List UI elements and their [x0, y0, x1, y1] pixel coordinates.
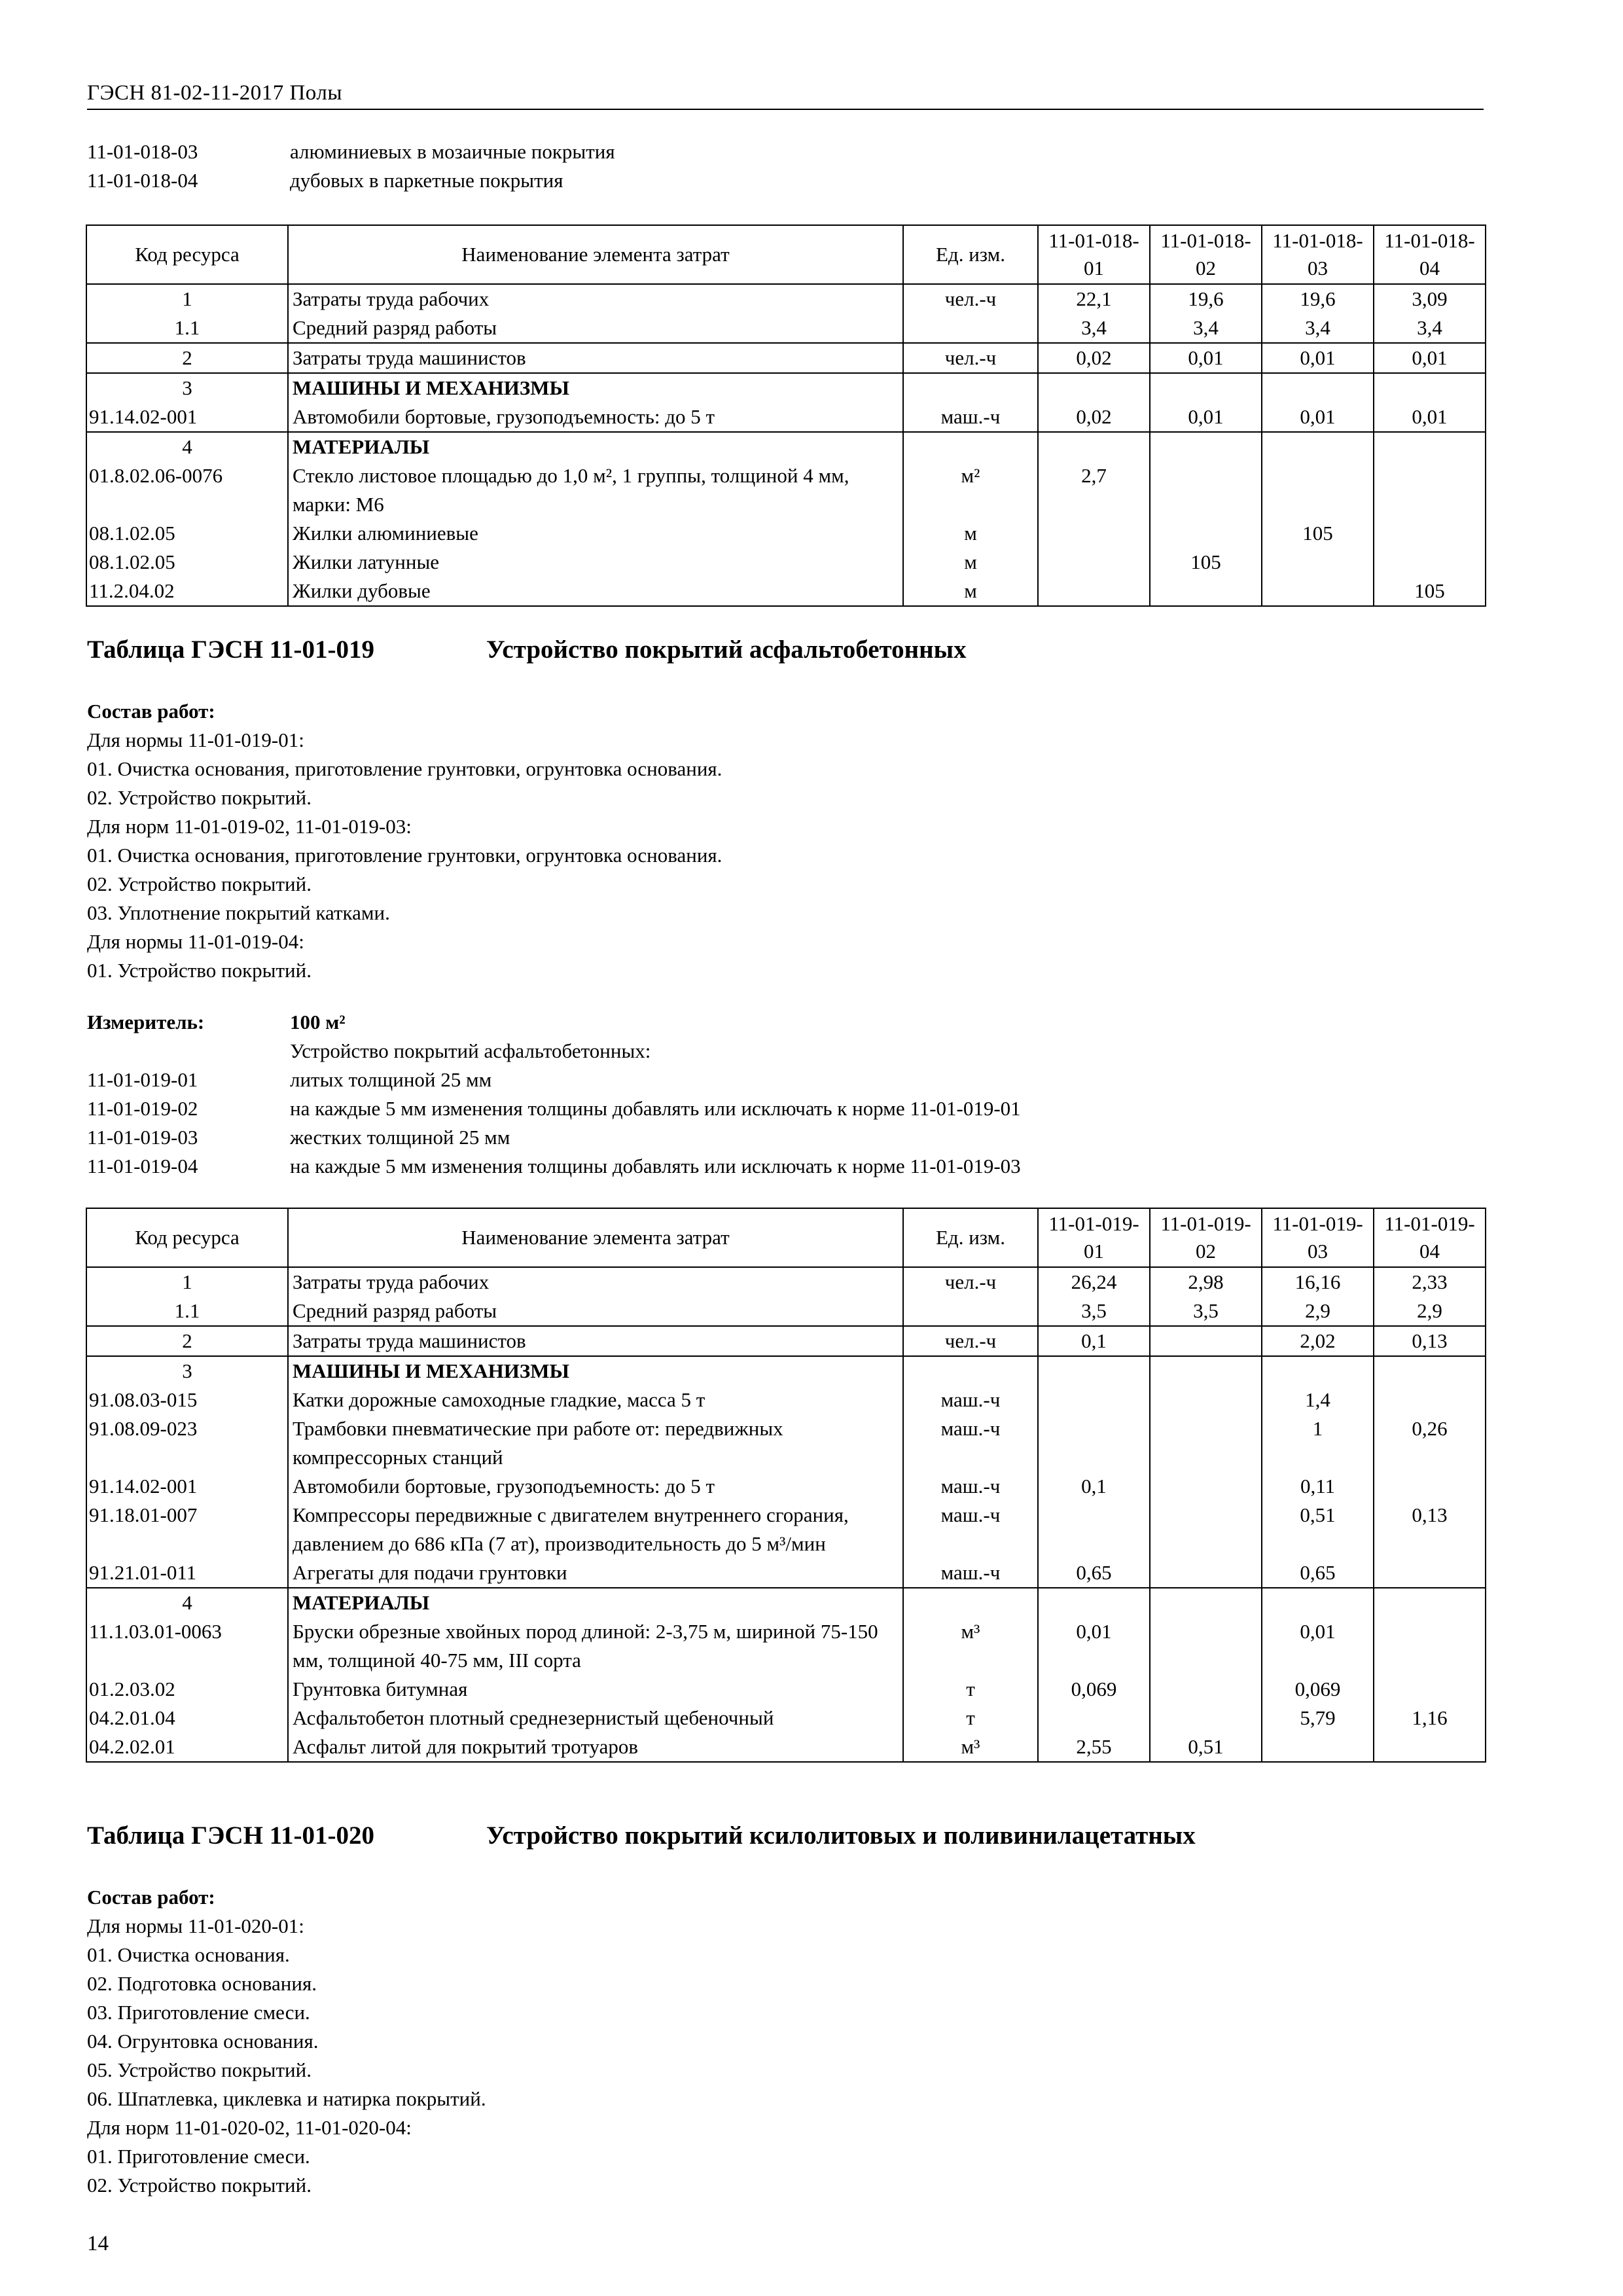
cell-unit: маш.-ч — [903, 1414, 1038, 1472]
works-label: Состав работ: — [87, 700, 215, 723]
norm-line — [87, 137, 1484, 166]
col-header-code: Код ресурса — [86, 1208, 288, 1267]
norm-text: литых толщиной 25 мм — [290, 1068, 492, 1091]
cell-value — [1262, 548, 1374, 577]
cell-value: 3,4 — [1262, 314, 1374, 343]
cell-unit: чел.-ч — [903, 1267, 1038, 1297]
work-item: 01. Очистка основания, приготовление грунтовки, огрунтовка основания. — [87, 844, 722, 867]
cell-code: 4 — [86, 432, 288, 461]
table-body — [86, 1267, 1486, 1762]
table-row — [86, 1414, 1486, 1472]
cell-unit — [903, 373, 1038, 403]
cell-name: Автомобили бортовые, грузоподъемность: до 5 т — [288, 1472, 903, 1501]
cell-value — [1150, 1558, 1262, 1588]
col-header-norm: 11-01-018-02 — [1150, 225, 1262, 284]
cell-unit: чел.-ч — [903, 1326, 1038, 1356]
table-row — [86, 1386, 1486, 1414]
cell-value — [1262, 1732, 1374, 1762]
norm-line — [87, 166, 1484, 195]
table-header-row — [86, 225, 1486, 284]
cell-value — [1150, 577, 1262, 606]
works-list — [87, 726, 1484, 985]
col-header-norm: 11-01-019-02 — [1150, 1208, 1262, 1267]
cell-value: 19,6 — [1262, 284, 1374, 314]
table-row — [86, 1558, 1486, 1588]
norm-line — [87, 1066, 1484, 1094]
table-row — [86, 1326, 1486, 1356]
cell-value: 0,01 — [1262, 343, 1374, 373]
cell-value — [1374, 548, 1486, 577]
cell-code: 01.2.03.02 — [86, 1675, 288, 1704]
cell-value — [1374, 1386, 1486, 1414]
measure-desc-line — [87, 1037, 1484, 1066]
cell-value: 0,51 — [1262, 1501, 1374, 1558]
cell-code: 2 — [86, 343, 288, 373]
cell-value — [1150, 1617, 1262, 1675]
cell-code: 91.21.01-011 — [86, 1558, 288, 1588]
cell-name: Затраты труда рабочих — [288, 284, 903, 314]
table-row — [86, 314, 1486, 343]
cell-value: 3,4 — [1038, 314, 1150, 343]
cell-name: Катки дорожные самоходные гладкие, масса 5 т — [288, 1386, 903, 1414]
cell-code: 11.1.03.01-0063 — [86, 1617, 288, 1675]
table-row — [86, 1617, 1486, 1675]
cell-value — [1150, 1386, 1262, 1414]
cell-unit: маш.-ч — [903, 1386, 1038, 1414]
col-header-norm: 11-01-018-04 — [1374, 225, 1486, 284]
cell-code: 2 — [86, 1326, 288, 1356]
cell-unit — [903, 314, 1038, 343]
work-item: Для нормы 11-01-020-01: — [87, 1914, 304, 1937]
norm-line — [87, 1094, 1484, 1123]
cell-value — [1038, 432, 1150, 461]
table-row — [86, 373, 1486, 403]
table-row — [86, 403, 1486, 432]
cell-code: 1 — [86, 1267, 288, 1297]
cell-value — [1374, 373, 1486, 403]
cell-value: 2,9 — [1262, 1297, 1374, 1326]
cell-value: 2,7 — [1038, 461, 1150, 519]
norm-list — [87, 1066, 1484, 1181]
works-label: Состав работ: — [87, 1886, 215, 1909]
cell-value — [1374, 1617, 1486, 1675]
cell-unit: м — [903, 577, 1038, 606]
cell-value: 105 — [1374, 577, 1486, 606]
cell-value — [1150, 1501, 1262, 1558]
work-item: 01. Приготовление смеси. — [87, 2145, 310, 2168]
table-title-020 — [87, 1818, 1484, 1854]
norm-line — [87, 1152, 1484, 1181]
cell-value: 2,9 — [1374, 1297, 1486, 1326]
cell-value: 3,4 — [1150, 314, 1262, 343]
cell-unit: м³ — [903, 1732, 1038, 1762]
cell-code: 08.1.02.05 — [86, 548, 288, 577]
cell-value: 0,13 — [1374, 1501, 1486, 1558]
cell-code: 11.2.04.02 — [86, 577, 288, 606]
cell-name: Средний разряд работы — [288, 1297, 903, 1326]
table-row — [86, 284, 1486, 314]
work-item: 03. Приготовление смеси. — [87, 2001, 310, 2024]
work-item: 03. Уплотнение покрытий катками. — [87, 901, 390, 924]
cell-value — [1374, 1675, 1486, 1704]
cell-value: 19,6 — [1150, 284, 1262, 314]
cell-value — [1150, 373, 1262, 403]
norm-line — [87, 1123, 1484, 1152]
cell-code: 91.08.03-015 — [86, 1386, 288, 1414]
cell-name: Жилки дубовые — [288, 577, 903, 606]
table-header-row — [86, 1208, 1486, 1267]
cell-name: Трамбовки пневматические при работе от: передвижных компрессорных станций — [288, 1414, 903, 1472]
intro-norm-list — [87, 137, 1484, 195]
cell-value — [1262, 373, 1374, 403]
table-row — [86, 461, 1486, 519]
cell-name: Компрессоры передвижные с двигателем внутреннего сгорания, давлением до 686 кПа (7 ат), производительность до 5 м³/мин — [288, 1501, 903, 1558]
cell-value — [1038, 1356, 1150, 1386]
cell-value — [1038, 519, 1150, 548]
running-header: ГЭСН 81-02-11-2017 Полы — [87, 77, 1484, 110]
cell-value — [1374, 432, 1486, 461]
cell-name: Стекло листовое площадью до 1,0 м², 1 группы, толщиной 4 мм, марки: М6 — [288, 461, 903, 519]
cell-value: 0,02 — [1038, 403, 1150, 432]
work-item: Для нормы 11-01-019-04: — [87, 930, 304, 953]
cell-value: 105 — [1262, 519, 1374, 548]
works-list — [87, 1912, 1484, 2200]
cell-unit: маш.-ч — [903, 403, 1038, 432]
cell-unit: м³ — [903, 1617, 1038, 1675]
col-header-norm: 11-01-018-01 — [1038, 225, 1150, 284]
table-row — [86, 519, 1486, 548]
work-item: 01. Очистка основания, приготовление грунтовки, огрунтовка основания. — [87, 757, 722, 780]
cell-value — [1038, 1704, 1150, 1732]
resource-table-018 — [86, 224, 1486, 607]
cell-value — [1038, 1386, 1150, 1414]
table-row — [86, 548, 1486, 577]
cell-value — [1038, 1501, 1150, 1558]
table-row — [86, 1356, 1486, 1386]
cell-value — [1150, 461, 1262, 519]
cell-value: 0,01 — [1262, 1617, 1374, 1675]
cell-value: 0,13 — [1374, 1326, 1486, 1356]
page-number: 14 — [87, 2232, 109, 2255]
col-header-norm: 11-01-018-03 — [1262, 225, 1374, 284]
cell-value — [1150, 1356, 1262, 1386]
col-header-name: Наименование элемента затрат — [288, 225, 903, 284]
table-row — [86, 343, 1486, 373]
measure-block-019 — [87, 1008, 1484, 1181]
cell-value: 1,4 — [1262, 1386, 1374, 1414]
cell-value — [1150, 1472, 1262, 1501]
cell-value — [1150, 1588, 1262, 1617]
cell-value — [1150, 1326, 1262, 1356]
cell-value: 0,11 — [1262, 1472, 1374, 1501]
norm-text: на каждые 5 мм изменения толщины добавлять или исключать к норме 11-01-019-03 — [290, 1155, 1021, 1177]
cell-name: Асфальтобетон плотный среднезернистый щебеночный — [288, 1704, 903, 1732]
work-item: 05. Устройство покрытий. — [87, 2058, 312, 2081]
cell-code: 91.18.01-007 — [86, 1501, 288, 1558]
col-header-code: Код ресурса — [86, 225, 288, 284]
cell-name: Затраты труда машинистов — [288, 343, 903, 373]
cell-value — [1374, 1588, 1486, 1617]
table-row — [86, 432, 1486, 461]
cell-value: 2,98 — [1150, 1267, 1262, 1297]
cell-value: 22,1 — [1038, 284, 1150, 314]
cell-value — [1038, 548, 1150, 577]
cell-value — [1038, 577, 1150, 606]
measure-label: Измеритель: — [87, 1011, 205, 1033]
work-item: 02. Подготовка основания. — [87, 1972, 317, 1995]
measure-desc: Устройство покрытий асфальтобетонных: — [290, 1039, 651, 1062]
norm-text: дубовых в паркетные покрытия — [290, 169, 563, 192]
norm-code: 11-01-019-03 — [87, 1126, 198, 1149]
cell-unit: м — [903, 548, 1038, 577]
cell-unit: чел.-ч — [903, 343, 1038, 373]
cell-unit — [903, 432, 1038, 461]
cell-unit: маш.-ч — [903, 1472, 1038, 1501]
cell-name: Жилки алюминиевые — [288, 519, 903, 548]
cell-value: 0,1 — [1038, 1472, 1150, 1501]
cell-value: 0,02 — [1038, 343, 1150, 373]
work-item: 01. Устройство покрытий. — [87, 959, 312, 982]
cell-value — [1262, 432, 1374, 461]
norm-code: 11-01-019-02 — [87, 1097, 198, 1120]
cell-value — [1262, 1588, 1374, 1617]
cell-value — [1038, 373, 1150, 403]
norm-code: 11-01-018-04 — [87, 169, 198, 192]
cell-code: 91.14.02-001 — [86, 403, 288, 432]
cell-value — [1374, 1558, 1486, 1588]
work-item: Для норм 11-01-019-02, 11-01-019-03: — [87, 815, 412, 838]
cell-unit: т — [903, 1675, 1038, 1704]
cell-name: Средний разряд работы — [288, 314, 903, 343]
cell-name: Жилки латунные — [288, 548, 903, 577]
col-header-name: Наименование элемента затрат — [288, 1208, 903, 1267]
cell-code: 1.1 — [86, 314, 288, 343]
cell-unit: маш.-ч — [903, 1501, 1038, 1558]
work-item: 06. Шпатлевка, циклевка и натирка покрытий. — [87, 2087, 486, 2110]
cell-code: 1 — [86, 284, 288, 314]
cell-value — [1374, 461, 1486, 519]
norm-code: 11-01-019-01 — [87, 1068, 198, 1091]
cell-value: 0,26 — [1374, 1414, 1486, 1472]
cell-value — [1150, 1704, 1262, 1732]
cell-value: 0,01 — [1262, 403, 1374, 432]
cell-value: 0,01 — [1374, 403, 1486, 432]
cell-value: 3,09 — [1374, 284, 1486, 314]
cell-value — [1374, 1356, 1486, 1386]
table-body — [86, 284, 1486, 606]
cell-unit: м² — [903, 461, 1038, 519]
col-header-norm: 11-01-019-01 — [1038, 1208, 1150, 1267]
cell-code: 3 — [86, 373, 288, 403]
cell-unit: чел.-ч — [903, 284, 1038, 314]
norm-code: 11-01-018-03 — [87, 140, 198, 163]
cell-code: 91.14.02-001 — [86, 1472, 288, 1501]
work-composition-020 — [87, 1883, 1484, 2200]
cell-unit: маш.-ч — [903, 1558, 1038, 1588]
cell-value: 16,16 — [1262, 1267, 1374, 1297]
cell-value: 0,069 — [1038, 1675, 1150, 1704]
cell-value — [1038, 1588, 1150, 1617]
norm-text: на каждые 5 мм изменения толщины добавлять или исключать к норме 11-01-019-01 — [290, 1097, 1021, 1120]
cell-value: 0,069 — [1262, 1675, 1374, 1704]
cell-value — [1150, 519, 1262, 548]
cell-name: МАШИНЫ И МЕХАНИЗМЫ — [288, 1356, 903, 1386]
work-item: 02. Устройство покрытий. — [87, 872, 312, 895]
work-item: 04. Огрунтовка основания. — [87, 2030, 319, 2053]
cell-unit: м — [903, 519, 1038, 548]
table-row — [86, 1501, 1486, 1558]
work-item: 02. Устройство покрытий. — [87, 2174, 312, 2197]
work-item: 01. Очистка основания. — [87, 1943, 290, 1966]
cell-value: 0,01 — [1150, 403, 1262, 432]
table-name: Устройство покрытий асфальтобетонных — [486, 636, 967, 664]
cell-value: 105 — [1150, 548, 1262, 577]
cell-value: 0,65 — [1038, 1558, 1150, 1588]
cell-name: МАТЕРИАЛЫ — [288, 432, 903, 461]
work-item: Для норм 11-01-020-02, 11-01-020-04: — [87, 2116, 412, 2139]
cell-value: 0,1 — [1038, 1326, 1150, 1356]
col-header-unit: Ед. изм. — [903, 1208, 1038, 1267]
measure-line — [87, 1008, 1484, 1037]
col-header-norm: 11-01-019-04 — [1374, 1208, 1486, 1267]
work-item: 02. Устройство покрытий. — [87, 786, 312, 809]
cell-name: Затраты труда машинистов — [288, 1326, 903, 1356]
cell-code: 08.1.02.05 — [86, 519, 288, 548]
cell-value — [1374, 519, 1486, 548]
cell-value: 0,01 — [1038, 1617, 1150, 1675]
table-row — [86, 1675, 1486, 1704]
cell-value: 5,79 — [1262, 1704, 1374, 1732]
table-number: Таблица ГЭСН 11-01-020 — [87, 1821, 374, 1850]
cell-name: Агрегаты для подачи грунтовки — [288, 1558, 903, 1588]
table-name: Устройство покрытий ксилолитовых и поливинилацетатных — [486, 1821, 1196, 1850]
cell-unit: т — [903, 1704, 1038, 1732]
cell-code: 3 — [86, 1356, 288, 1386]
col-header-unit: Ед. изм. — [903, 225, 1038, 284]
cell-unit — [903, 1297, 1038, 1326]
table-row — [86, 1732, 1486, 1762]
cell-value: 1 — [1262, 1414, 1374, 1472]
cell-code: 91.08.09-023 — [86, 1414, 288, 1472]
cell-value: 3,4 — [1374, 314, 1486, 343]
cell-code: 01.8.02.06-0076 — [86, 461, 288, 519]
measure-value: 100 м² — [290, 1011, 346, 1033]
cell-name: Грунтовка битумная — [288, 1675, 903, 1704]
norm-code: 11-01-019-04 — [87, 1155, 198, 1177]
table-number: Таблица ГЭСН 11-01-019 — [87, 636, 374, 664]
work-composition-019 — [87, 697, 1484, 985]
table-row — [86, 1267, 1486, 1297]
cell-value: 2,02 — [1262, 1326, 1374, 1356]
cell-unit — [903, 1588, 1038, 1617]
table-title-019 — [87, 632, 1484, 668]
cell-value — [1262, 577, 1374, 606]
cell-value — [1374, 1732, 1486, 1762]
cell-value: 3,5 — [1038, 1297, 1150, 1326]
table-row — [86, 1588, 1486, 1617]
table-row — [86, 1704, 1486, 1732]
cell-value — [1374, 1472, 1486, 1501]
cell-value: 0,01 — [1374, 343, 1486, 373]
cell-value: 2,55 — [1038, 1732, 1150, 1762]
cell-code: 04.2.01.04 — [86, 1704, 288, 1732]
cell-value — [1262, 1356, 1374, 1386]
cell-name: Затраты труда рабочих — [288, 1267, 903, 1297]
cell-name: Асфальт литой для покрытий тротуаров — [288, 1732, 903, 1762]
table-row — [86, 577, 1486, 606]
cell-value — [1150, 432, 1262, 461]
work-item: Для нормы 11-01-019-01: — [87, 728, 304, 751]
cell-value: 0,01 — [1150, 343, 1262, 373]
cell-value: 0,51 — [1150, 1732, 1262, 1762]
resource-table-019 — [86, 1208, 1486, 1763]
cell-name: Автомобили бортовые, грузоподъемность: до 5 т — [288, 403, 903, 432]
cell-value: 2,33 — [1374, 1267, 1486, 1297]
cell-code: 4 — [86, 1588, 288, 1617]
col-header-norm: 11-01-019-03 — [1262, 1208, 1374, 1267]
cell-value — [1150, 1414, 1262, 1472]
table-row — [86, 1472, 1486, 1501]
cell-value — [1038, 1414, 1150, 1472]
cell-value: 0,65 — [1262, 1558, 1374, 1588]
norm-text: алюминиевых в мозаичные покрытия — [290, 140, 615, 163]
cell-name: МАТЕРИАЛЫ — [288, 1588, 903, 1617]
table-row — [86, 1297, 1486, 1326]
cell-name: Бруски обрезные хвойных пород длиной: 2-3,75 м, шириной 75-150 мм, толщиной 40-75 мм, III сорта — [288, 1617, 903, 1675]
cell-value: 26,24 — [1038, 1267, 1150, 1297]
cell-unit — [903, 1356, 1038, 1386]
cell-code: 04.2.02.01 — [86, 1732, 288, 1762]
cell-value: 1,16 — [1374, 1704, 1486, 1732]
cell-code: 1.1 — [86, 1297, 288, 1326]
cell-value — [1150, 1675, 1262, 1704]
norm-text: жестких толщиной 25 мм — [290, 1126, 510, 1149]
cell-name: МАШИНЫ И МЕХАНИЗМЫ — [288, 373, 903, 403]
cell-value: 3,5 — [1150, 1297, 1262, 1326]
cell-value — [1262, 461, 1374, 519]
